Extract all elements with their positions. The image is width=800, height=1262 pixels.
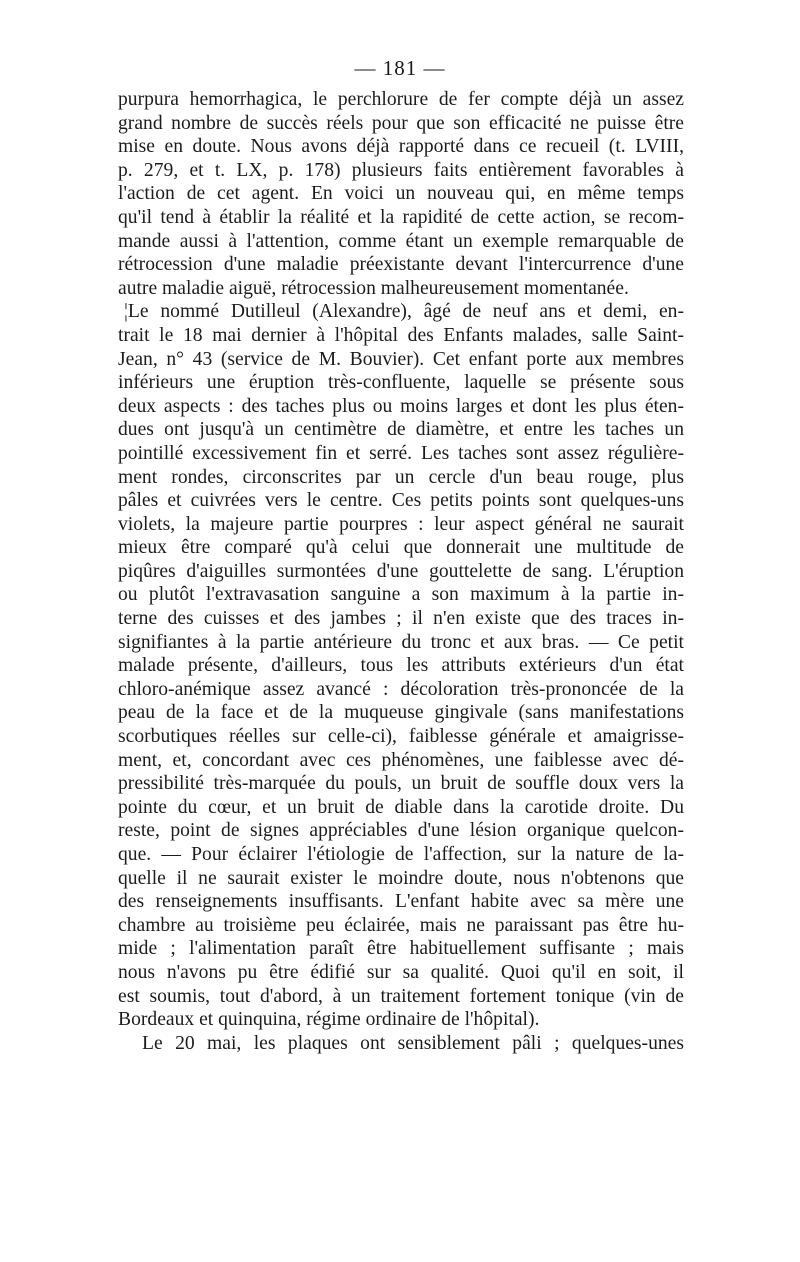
text-line: grand nombre de succès réels pour que son efficacité ne puisse être [118, 112, 684, 134]
text-line: chambre au troisième peu éclairée, mais ne paraissant pas être hu- [118, 914, 684, 936]
body-text [118, 88, 684, 1055]
text-line: pointe du cœur, et un bruit de diable dans la carotide droite. Du [118, 796, 684, 818]
text-line: piqûres d'aiguilles surmontées d'une gouttelette de sang. L'éruption [118, 560, 684, 582]
text-line: des renseignements insuffisants. L'enfant habite avec sa mère une [118, 891, 684, 913]
text-line: quelle il ne saurait exister le moindre doute, nous n'obtenons que [118, 867, 684, 889]
text-line: violets, la majeure partie pourpres : leur aspect général ne saurait [118, 513, 684, 535]
text-line: Bordeaux et quinquina, régime ordinaire de l'hôpital). [118, 1009, 540, 1031]
text-line: rétrocession d'une maladie préexistante devant l'intercurrence d'une [118, 254, 684, 276]
text-line: ment, et, concordant avec ces phénomènes, une faiblesse avec dé- [118, 749, 684, 771]
text-line: Jean, n° 43 (service de M. Bouvier). Cet enfant porte aux membres [118, 348, 684, 370]
text-line: purpura hemorrhagica, le perchlorure de fer compte déjà un assez [118, 89, 684, 110]
text-line: trait le 18 mai dernier à l'hôpital des Enfants malades, salle Saint- [118, 324, 684, 346]
text-line: nous n'avons pu être édifié sur sa qualité. Quoi qu'il en soit, il [118, 961, 684, 983]
text-line: ment rondes, circonscrites par un cercle d'un beau rouge, plus [118, 466, 684, 488]
text-line: signifiantes à la partie antérieure du tronc et aux bras. — Ce petit [118, 631, 684, 653]
text-line: pressibilité très-marquée du pouls, un bruit de souffle doux vers la [118, 773, 684, 795]
text-line: est soumis, tout d'abord, à un traitement fortement tonique (vin de [118, 985, 684, 1007]
text-line: deux aspects : des taches plus ou moins larges et dont les plus éten- [118, 395, 684, 417]
text-line: chloro-anémique assez avancé : décoloration très-prononcée de la [118, 678, 684, 700]
text-line: mide ; l'alimentation paraît être habituellement suffisante ; mais [118, 938, 684, 960]
text-line: terne des cuisses et des jambes ; il n'en existe que des traces in- [118, 608, 684, 630]
text-line: Le 20 mai, les plaques ont sensiblement pâli ; quelques-unes [142, 1032, 684, 1054]
text-line: mande aussi à l'attention, comme étant un exemple remarquable de [118, 230, 684, 252]
text-line: autre maladie aiguë, rétrocession malheureusement momentanée. [118, 277, 629, 299]
text-line: scorbutiques réelles sur celle-ci), faiblesse générale et amaigrisse- [118, 726, 684, 748]
text-line: l'action de cet agent. En voici un nouveau qui, en même temps [118, 183, 684, 205]
page-number: — 181 — [354, 56, 446, 80]
text-line: p. 279, et t. LX, p. 178) plusieurs faits entièrement favorables à [118, 159, 684, 181]
text-line: inférieurs une éruption très-confluente, laquelle se présente sous [118, 372, 684, 394]
text-line: que. — Pour éclairer l'étiologie de l'affection, sur la nature de la- [118, 844, 684, 865]
text-line: mise en doute. Nous avons déjà rapporté dans ce recueil (t. LVIII, [118, 136, 684, 158]
text-line: malade présente, d'ailleurs, tous les attributs extérieurs d'un état [118, 655, 684, 677]
text-line: peau de la face et de la muqueuse gingivale (sans manifestations [118, 702, 684, 724]
text-line: qu'il tend à établir la réalité et la rapidité de cette action, se recom- [118, 206, 684, 228]
text-line: ou plutôt l'extravasation sanguine a son maximum à la partie in- [118, 584, 684, 606]
text-line: dues ont jusqu'à un centimètre de diamètre, et entre les taches un [118, 419, 684, 441]
text-line: pâles et cuivrées vers le centre. Ces petits points sont quelques-uns [118, 490, 684, 512]
text-line: mieux être comparé qu'à celui que donnerait une multitude de [118, 537, 684, 559]
text-line: reste, point de signes appréciables d'une lésion organique quelcon- [118, 820, 684, 842]
text-line: ¦Le nommé Dutilleul (Alexandre), âgé de neuf ans et demi, en- [124, 301, 684, 323]
text-line: pointillé excessivement fin et serré. Les taches sont assez régulière- [118, 442, 684, 464]
